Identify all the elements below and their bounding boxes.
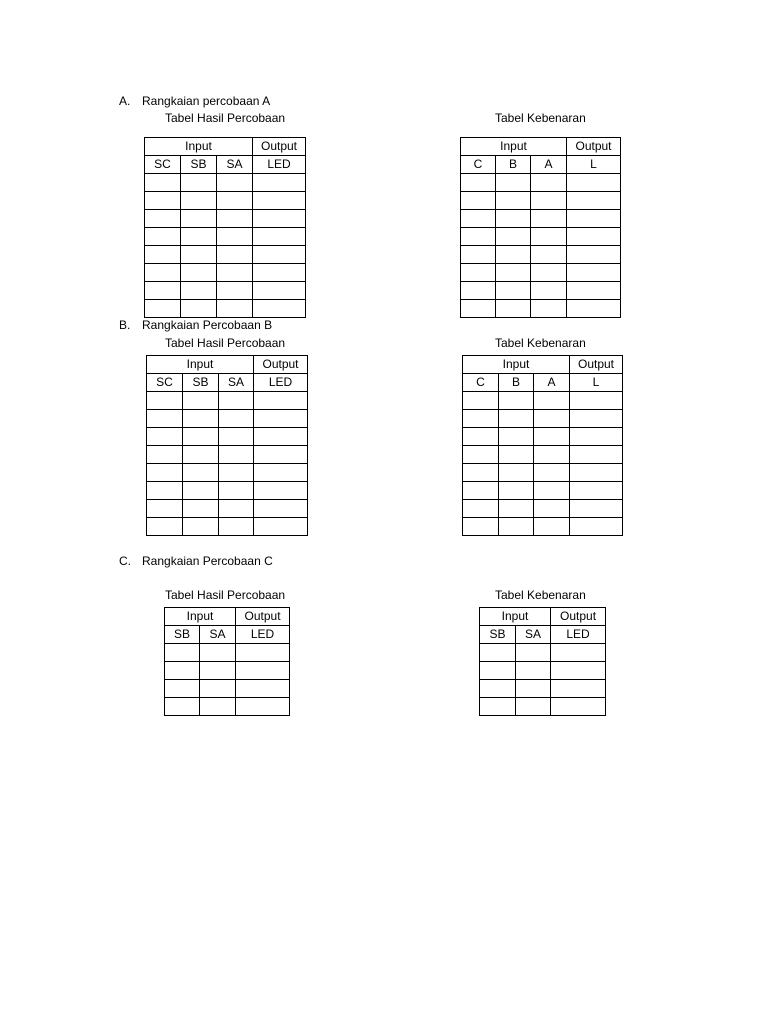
blank-cell <box>534 500 570 518</box>
section-b-heading <box>119 318 272 332</box>
table-row <box>147 392 308 410</box>
blank-cell <box>480 698 516 716</box>
table-row <box>147 518 308 536</box>
blank-cell <box>253 246 306 264</box>
blank-cell <box>253 264 306 282</box>
table-row <box>145 246 306 264</box>
blank-cell <box>570 464 623 482</box>
blank-cell <box>254 446 308 464</box>
blank-cell <box>147 446 183 464</box>
section-a-result-table <box>144 137 306 318</box>
blank-cell <box>496 282 531 300</box>
blank-cell <box>531 192 567 210</box>
group-header-row <box>147 356 308 374</box>
blank-cell <box>219 482 254 500</box>
column-header: SB <box>480 626 516 644</box>
output-group-header: Output <box>551 608 606 626</box>
blank-cell <box>165 698 200 716</box>
blank-cell <box>499 464 534 482</box>
group-header-row <box>145 138 306 156</box>
blank-cell <box>181 282 217 300</box>
section-a-letter: A. <box>119 94 131 108</box>
column-header: SB <box>183 374 219 392</box>
output-group-header: Output <box>567 138 621 156</box>
column-header-row <box>480 626 606 644</box>
blank-cell <box>217 192 253 210</box>
blank-cell <box>217 174 253 192</box>
blank-cell <box>496 264 531 282</box>
table-row <box>461 210 621 228</box>
column-header: LED <box>236 626 290 644</box>
blank-cell <box>499 410 534 428</box>
output-group-header: Output <box>570 356 623 374</box>
section-a-truth-table <box>460 137 621 318</box>
blank-cell <box>570 518 623 536</box>
column-header: LED <box>551 626 606 644</box>
blank-cell <box>463 482 499 500</box>
section-c-title: Rangkaian Percobaan C <box>142 554 273 568</box>
table-row <box>480 698 606 716</box>
column-header: A <box>534 374 570 392</box>
blank-cell <box>147 482 183 500</box>
column-header-row <box>145 156 306 174</box>
blank-cell <box>570 482 623 500</box>
blank-cell <box>567 264 621 282</box>
blank-cell <box>461 174 496 192</box>
section-a-right-table-title: Tabel Kebenaran <box>495 111 586 125</box>
blank-cell <box>463 392 499 410</box>
blank-cell <box>236 698 290 716</box>
section-c-right-table-title: Tabel Kebenaran <box>495 588 586 602</box>
blank-cell <box>145 174 181 192</box>
blank-cell <box>567 192 621 210</box>
blank-cell <box>534 518 570 536</box>
column-header-row <box>463 374 623 392</box>
blank-cell <box>183 428 219 446</box>
column-header: A <box>531 156 567 174</box>
blank-cell <box>219 392 254 410</box>
blank-cell <box>165 644 200 662</box>
blank-cell <box>534 446 570 464</box>
blank-cell <box>181 174 217 192</box>
blank-cell <box>217 210 253 228</box>
output-group-header: Output <box>236 608 290 626</box>
blank-cell <box>219 464 254 482</box>
table-row <box>461 246 621 264</box>
blank-cell <box>567 300 621 318</box>
blank-cell <box>531 264 567 282</box>
blank-cell <box>567 282 621 300</box>
column-header-row <box>461 156 621 174</box>
column-header: LED <box>254 374 308 392</box>
blank-cell <box>480 644 516 662</box>
table-row <box>145 192 306 210</box>
input-group-header: Input <box>461 138 567 156</box>
blank-cell <box>181 246 217 264</box>
section-c-truth-table <box>479 607 606 716</box>
blank-cell <box>145 192 181 210</box>
blank-cell <box>531 246 567 264</box>
blank-cell <box>147 464 183 482</box>
blank-cell <box>236 644 290 662</box>
blank-cell <box>551 698 606 716</box>
blank-cell <box>200 644 236 662</box>
blank-cell <box>480 680 516 698</box>
blank-cell <box>147 392 183 410</box>
input-group-header: Input <box>165 608 236 626</box>
group-header-row <box>463 356 623 374</box>
blank-cell <box>496 174 531 192</box>
table-row <box>463 518 623 536</box>
blank-cell <box>534 410 570 428</box>
table-row <box>461 174 621 192</box>
table-row <box>461 300 621 318</box>
blank-cell <box>463 428 499 446</box>
table-row <box>165 662 290 680</box>
blank-cell <box>461 246 496 264</box>
blank-cell <box>183 410 219 428</box>
blank-cell <box>499 428 534 446</box>
section-b-left-table-title: Tabel Hasil Percobaan <box>165 336 286 350</box>
blank-cell <box>570 500 623 518</box>
column-header: SA <box>200 626 236 644</box>
blank-cell <box>200 680 236 698</box>
blank-cell <box>567 246 621 264</box>
input-group-header: Input <box>463 356 570 374</box>
blank-cell <box>463 446 499 464</box>
table-row <box>145 228 306 246</box>
column-header: SA <box>217 156 253 174</box>
section-c-result-table <box>164 607 290 716</box>
column-header-row <box>165 626 290 644</box>
blank-cell <box>531 174 567 192</box>
blank-cell <box>254 464 308 482</box>
blank-cell <box>531 210 567 228</box>
blank-cell <box>461 192 496 210</box>
blank-cell <box>551 680 606 698</box>
group-header-row <box>461 138 621 156</box>
blank-cell <box>570 446 623 464</box>
blank-cell <box>463 410 499 428</box>
blank-cell <box>499 446 534 464</box>
section-a-left-table-title: Tabel Hasil Percobaan <box>165 111 286 125</box>
column-header: L <box>567 156 621 174</box>
blank-cell <box>217 228 253 246</box>
table-row <box>147 446 308 464</box>
blank-cell <box>183 446 219 464</box>
blank-cell <box>200 662 236 680</box>
column-header: SA <box>219 374 254 392</box>
blank-cell <box>253 174 306 192</box>
blank-cell <box>463 518 499 536</box>
column-header: SB <box>165 626 200 644</box>
blank-cell <box>147 500 183 518</box>
table-row <box>147 482 308 500</box>
group-header-row <box>480 608 606 626</box>
column-header: SA <box>516 626 551 644</box>
blank-cell <box>183 482 219 500</box>
blank-cell <box>181 192 217 210</box>
table-row <box>463 428 623 446</box>
blank-cell <box>181 264 217 282</box>
blank-cell <box>219 518 254 536</box>
section-b-letter: B. <box>119 318 131 332</box>
blank-cell <box>145 228 181 246</box>
column-header: LED <box>253 156 306 174</box>
blank-cell <box>531 228 567 246</box>
blank-cell <box>570 428 623 446</box>
blank-cell <box>147 410 183 428</box>
column-header: SB <box>181 156 217 174</box>
section-b-title: Rangkaian Percobaan B <box>142 318 273 332</box>
table-row <box>463 464 623 482</box>
column-header: SC <box>147 374 183 392</box>
column-header: SC <box>145 156 181 174</box>
blank-cell <box>254 428 308 446</box>
blank-cell <box>254 482 308 500</box>
blank-cell <box>217 282 253 300</box>
table-row <box>145 300 306 318</box>
blank-cell <box>165 662 200 680</box>
table-row <box>147 428 308 446</box>
blank-cell <box>145 210 181 228</box>
blank-cell <box>551 662 606 680</box>
blank-cell <box>183 392 219 410</box>
section-b-right-table-title: Tabel Kebenaran <box>495 336 586 350</box>
input-group-header: Input <box>480 608 551 626</box>
table-row <box>147 464 308 482</box>
blank-cell <box>567 210 621 228</box>
blank-cell <box>496 210 531 228</box>
group-header-row <box>165 608 290 626</box>
section-c-letter: C. <box>119 554 131 568</box>
blank-cell <box>461 210 496 228</box>
blank-cell <box>534 482 570 500</box>
column-header: C <box>461 156 496 174</box>
table-row <box>461 264 621 282</box>
blank-cell <box>499 392 534 410</box>
blank-cell <box>183 500 219 518</box>
table-row <box>145 174 306 192</box>
blank-cell <box>254 500 308 518</box>
table-row <box>147 500 308 518</box>
blank-cell <box>531 282 567 300</box>
section-a-title: Rangkaian percobaan A <box>142 94 271 108</box>
table-row <box>461 192 621 210</box>
blank-cell <box>534 392 570 410</box>
section-c-left-table-title: Tabel Hasil Percobaan <box>165 588 286 602</box>
table-row <box>145 264 306 282</box>
blank-cell <box>145 246 181 264</box>
column-header-row <box>147 374 308 392</box>
blank-cell <box>534 464 570 482</box>
table-row <box>463 392 623 410</box>
column-header: B <box>499 374 534 392</box>
blank-cell <box>516 680 551 698</box>
blank-cell <box>496 300 531 318</box>
blank-cell <box>499 500 534 518</box>
input-group-header: Input <box>147 356 254 374</box>
blank-cell <box>147 428 183 446</box>
blank-cell <box>219 410 254 428</box>
blank-cell <box>253 192 306 210</box>
blank-cell <box>551 644 606 662</box>
blank-cell <box>496 192 531 210</box>
blank-cell <box>496 228 531 246</box>
blank-cell <box>516 662 551 680</box>
table-row <box>165 644 290 662</box>
column-header: C <box>463 374 499 392</box>
blank-cell <box>219 446 254 464</box>
blank-cell <box>217 246 253 264</box>
table-row <box>147 410 308 428</box>
table-row <box>480 644 606 662</box>
table-row <box>461 282 621 300</box>
blank-cell <box>253 210 306 228</box>
section-b-truth-table <box>462 355 623 536</box>
table-row <box>463 410 623 428</box>
blank-cell <box>145 264 181 282</box>
table-row <box>145 282 306 300</box>
blank-cell <box>181 300 217 318</box>
table-row <box>165 698 290 716</box>
blank-cell <box>217 300 253 318</box>
table-row <box>463 446 623 464</box>
section-a-heading <box>119 94 270 108</box>
blank-cell <box>165 680 200 698</box>
blank-cell <box>499 518 534 536</box>
output-group-header: Output <box>253 138 306 156</box>
table-row <box>463 482 623 500</box>
blank-cell <box>236 680 290 698</box>
blank-cell <box>219 500 254 518</box>
blank-cell <box>516 644 551 662</box>
column-header: B <box>496 156 531 174</box>
blank-cell <box>181 210 217 228</box>
blank-cell <box>461 228 496 246</box>
blank-cell <box>217 264 253 282</box>
table-row <box>480 680 606 698</box>
input-group-header: Input <box>145 138 253 156</box>
blank-cell <box>567 174 621 192</box>
table-row <box>165 680 290 698</box>
table-row <box>461 228 621 246</box>
blank-cell <box>254 518 308 536</box>
blank-cell <box>531 300 567 318</box>
blank-cell <box>253 300 306 318</box>
blank-cell <box>181 228 217 246</box>
blank-cell <box>253 228 306 246</box>
section-c-heading <box>119 554 273 568</box>
blank-cell <box>534 428 570 446</box>
blank-cell <box>461 300 496 318</box>
column-header: L <box>570 374 623 392</box>
table-row <box>145 210 306 228</box>
table-row <box>463 500 623 518</box>
blank-cell <box>236 662 290 680</box>
blank-cell <box>516 698 551 716</box>
blank-cell <box>145 282 181 300</box>
blank-cell <box>570 392 623 410</box>
blank-cell <box>461 264 496 282</box>
table-row <box>480 662 606 680</box>
blank-cell <box>254 410 308 428</box>
blank-cell <box>147 518 183 536</box>
section-b-result-table <box>146 355 308 536</box>
blank-cell <box>496 246 531 264</box>
blank-cell <box>254 392 308 410</box>
blank-cell <box>461 282 496 300</box>
blank-cell <box>200 698 236 716</box>
blank-cell <box>219 428 254 446</box>
blank-cell <box>253 282 306 300</box>
blank-cell <box>480 662 516 680</box>
blank-cell <box>463 464 499 482</box>
blank-cell <box>183 518 219 536</box>
output-group-header: Output <box>254 356 308 374</box>
blank-cell <box>499 482 534 500</box>
blank-cell <box>183 464 219 482</box>
blank-cell <box>463 500 499 518</box>
blank-cell <box>145 300 181 318</box>
blank-cell <box>567 228 621 246</box>
blank-cell <box>570 410 623 428</box>
